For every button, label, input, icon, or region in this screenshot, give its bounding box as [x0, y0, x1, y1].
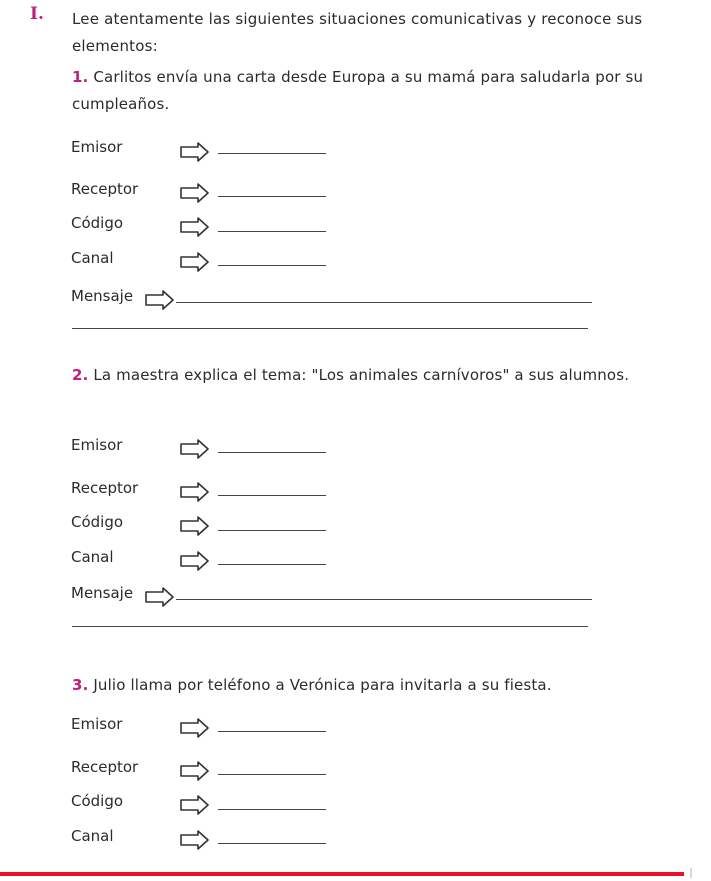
exercise-1	[72, 64, 662, 118]
exercise-number: 3.	[72, 676, 89, 694]
answer-blank-receptor[interactable]	[218, 495, 326, 496]
right-arrow-icon	[180, 252, 210, 272]
right-arrow-icon	[180, 482, 210, 502]
answer-blank-canal[interactable]	[218, 265, 326, 266]
right-arrow-icon	[145, 290, 175, 310]
answer-blank-emisor[interactable]	[218, 731, 326, 732]
answer-blank-mensaje-line-2[interactable]	[72, 328, 588, 329]
answer-blank-receptor[interactable]	[218, 774, 326, 775]
right-arrow-icon	[180, 718, 210, 738]
right-arrow-icon	[180, 551, 210, 571]
answer-blank-emisor[interactable]	[218, 452, 326, 453]
field-label-receptor: Receptor	[71, 758, 139, 776]
answer-blank-emisor[interactable]	[218, 153, 326, 154]
field-label-mensaje: Mensaje	[71, 287, 134, 305]
field-label-mensaje: Mensaje	[71, 584, 134, 602]
right-arrow-icon	[180, 439, 210, 459]
right-arrow-icon	[180, 795, 210, 815]
answer-blank-codigo[interactable]	[218, 530, 326, 531]
answer-blank-codigo[interactable]	[218, 231, 326, 232]
bottom-edge-mark	[690, 868, 692, 878]
exercise-number: 1.	[72, 68, 89, 86]
exercise-1-statement	[72, 64, 662, 118]
section-numeral: I.	[30, 4, 44, 24]
field-label-codigo: Código	[71, 513, 124, 531]
answer-blank-mensaje[interactable]	[176, 599, 592, 600]
exercise-text: La maestra explica el tema: "Los animales carnívoros" a sus alumnos.	[93, 366, 630, 384]
exercise-2	[72, 362, 662, 389]
answer-blank-codigo[interactable]	[218, 809, 326, 810]
field-label-receptor: Receptor	[71, 180, 139, 198]
right-arrow-icon	[180, 516, 210, 536]
answer-blank-canal[interactable]	[218, 843, 326, 844]
right-arrow-icon	[180, 183, 210, 203]
right-arrow-icon	[180, 217, 210, 237]
section-instruction: Lee atentamente las siguientes situaciones comunicativas y reconoce sus elementos:	[72, 10, 643, 55]
exercise-text: Carlitos envía una carta desde Europa a su mamá para saludarla por su cumpleaños.	[72, 68, 644, 113]
exercise-3-statement	[72, 672, 672, 699]
exercise-number: 2.	[72, 366, 89, 384]
field-label-canal: Canal	[71, 548, 114, 566]
answer-blank-canal[interactable]	[218, 564, 326, 565]
field-label-emisor: Emisor	[71, 138, 123, 156]
field-label-canal: Canal	[71, 827, 114, 845]
exercise-3	[72, 672, 672, 699]
field-label-codigo: Código	[71, 792, 124, 810]
answer-blank-mensaje[interactable]	[176, 302, 592, 303]
answer-blank-receptor[interactable]	[218, 196, 326, 197]
field-label-codigo: Código	[71, 214, 124, 232]
exercise-2-statement	[72, 362, 662, 389]
right-arrow-icon	[180, 761, 210, 781]
field-label-emisor: Emisor	[71, 436, 123, 454]
right-arrow-icon	[180, 142, 210, 162]
field-label-emisor: Emisor	[71, 715, 123, 733]
answer-blank-mensaje-line-2[interactable]	[72, 626, 588, 627]
bottom-divider-bar	[0, 872, 684, 876]
field-label-receptor: Receptor	[71, 479, 139, 497]
field-label-canal: Canal	[71, 249, 114, 267]
exercise-text: Julio llama por teléfono a Verónica para invitarla a su fiesta.	[93, 676, 552, 694]
right-arrow-icon	[180, 830, 210, 850]
right-arrow-icon	[145, 587, 175, 607]
